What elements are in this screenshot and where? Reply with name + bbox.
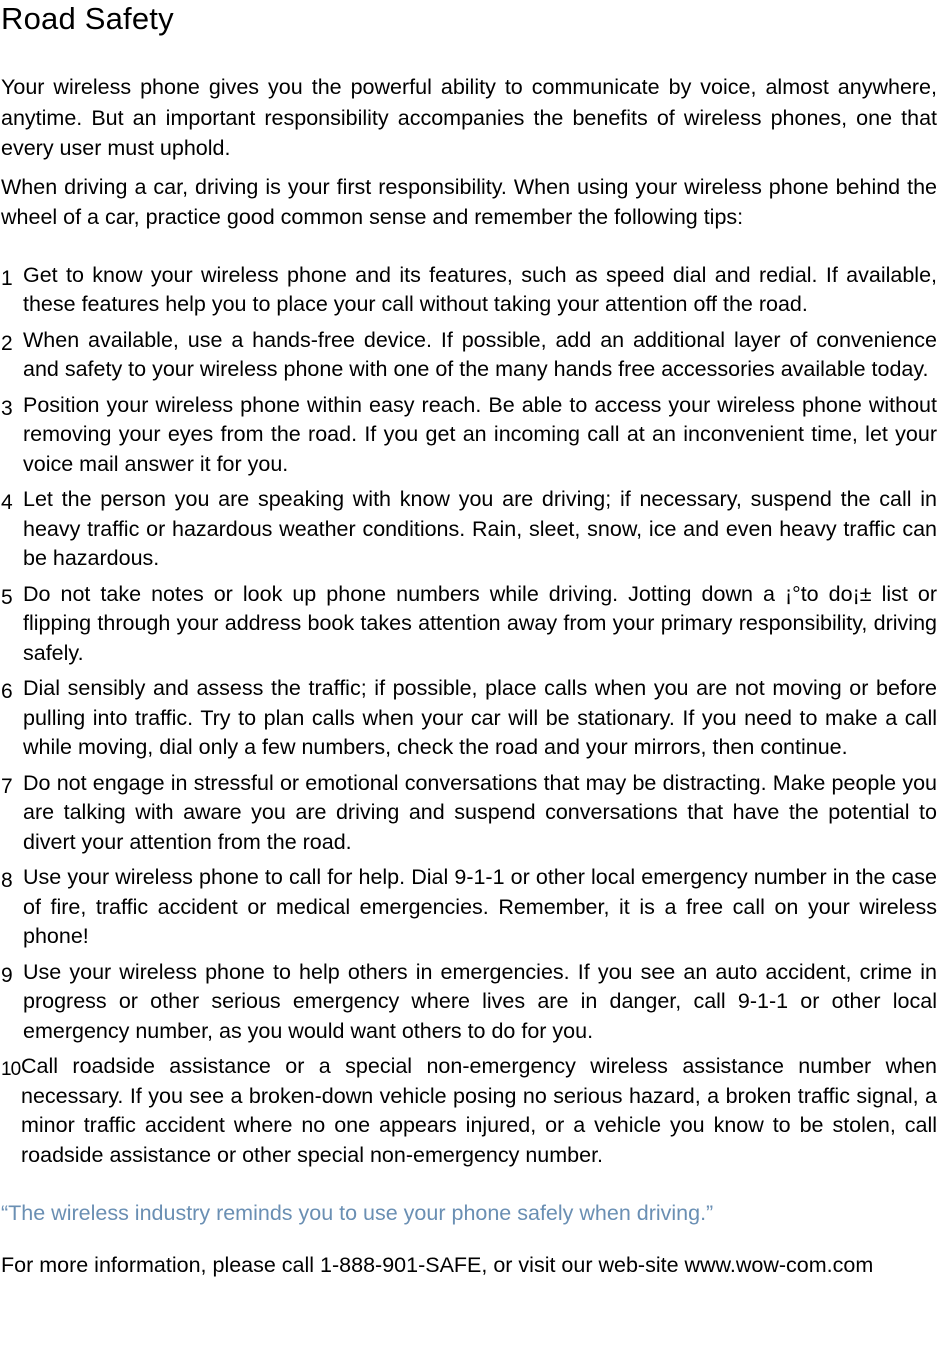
tip-text: Position your wireless phone within easy reach. Be able to access your wireless phone without removing your eyes from the road. If you get an incoming call at an inconvenient time, let your voice mail answer it for you.	[23, 392, 937, 476]
safety-tips-list	[1, 261, 937, 1171]
tip-text: Dial sensibly and assess the traffic; if possible, place calls when you are not moving or before pulling into traffic. Try to plan calls when your car will be stationary. If you need to make a call while moving, dial only a few numbers, check the road and your mirrors, then continue.	[23, 676, 937, 759]
tip-item	[1, 580, 937, 669]
tip-item	[1, 1052, 937, 1170]
tip-text: Do not take notes or look up phone numbers while driving. Jotting down a ¡°to do¡± list or flipping through your address book takes attention away from your primary responsibility, driving safely.	[23, 581, 937, 665]
tip-item	[1, 485, 937, 574]
tip-number: 4	[1, 491, 13, 514]
tip-number: 1	[1, 266, 13, 290]
tip-text: Use your wireless phone to help others in emergencies. If you see an auto accident, crime in progress or other serious emergency where lives are in danger, call 9-1-1 or other local emergency number, as you would want others to do for you.	[23, 959, 937, 1043]
intro-paragraph: When driving a car, driving is your first responsibility. When using your wireless phone behind the wheel of a car, practice good common sense and remember the following tips:	[1, 174, 937, 229]
tip-item	[1, 958, 937, 1047]
intro-paragraph: Your wireless phone gives you the powerful ability to communicate by voice, almost anywhere, anytime. But an important responsibility accompanies the benefits of wireless phones, one that every user must uphold.	[1, 75, 937, 160]
tip-text: Do not engage in stressful or emotional conversations that may be distracting. Make people you are talking with aware you are driving and suspend conversations that have the potential to divert your attention from the road.	[23, 770, 937, 854]
tip-number: 5	[1, 585, 13, 609]
tip-number: 9	[1, 963, 13, 987]
tip-text: Get to know your wireless phone and its features, such as speed dial and redial. If available, these features help you to place your call without taking your attention off the road.	[23, 262, 937, 316]
industry-quote: “The wireless industry reminds you to use your phone safely when driving.”	[1, 1201, 714, 1225]
tip-text: Use your wireless phone to call for help. Dial 9-1-1 or other local emergency number in the case of fire, traffic accident or medical emergencies. Remember, it is a free call on your wireless phone!	[23, 865, 937, 948]
tip-number: 7	[1, 774, 13, 798]
tip-item	[1, 674, 937, 763]
tip-text: When available, use a hands-free device. If possible, add an additional layer of convenience and safety to your wireless phone with one of the many hands free accessories available today.	[23, 327, 937, 381]
tip-item	[1, 261, 937, 320]
tip-item	[1, 326, 937, 385]
tip-number: 10	[1, 1059, 21, 1080]
tip-number: 2	[1, 331, 13, 355]
tip-item	[1, 863, 937, 952]
tip-number: 3	[1, 396, 13, 420]
tip-item	[1, 769, 937, 858]
tip-item	[1, 391, 937, 480]
tip-text: Let the person you are speaking with know you are driving; if necessary, suspend the call in heavy traffic or hazardous weather conditions. Rain, sleet, snow, ice and even heavy traffic can be hazardous.	[23, 487, 937, 570]
tip-number: 8	[1, 869, 13, 892]
page-title: Road Safety	[1, 1, 174, 36]
more-information-text: For more information, please call 1-888-901-SAFE, or visit our web-site www.wow-com.com	[1, 1252, 874, 1277]
tip-number: 6	[1, 680, 13, 703]
tip-text: Call roadside assistance or a special non-emergency wireless assistance number when necessary. If you see a broken-down vehicle posing no serious hazard, a broken traffic signal, a minor traffic accident where no one appears injured, or a vehicle you know to be stolen, call roadside assistance or other special non-emergency number.	[21, 1054, 937, 1167]
